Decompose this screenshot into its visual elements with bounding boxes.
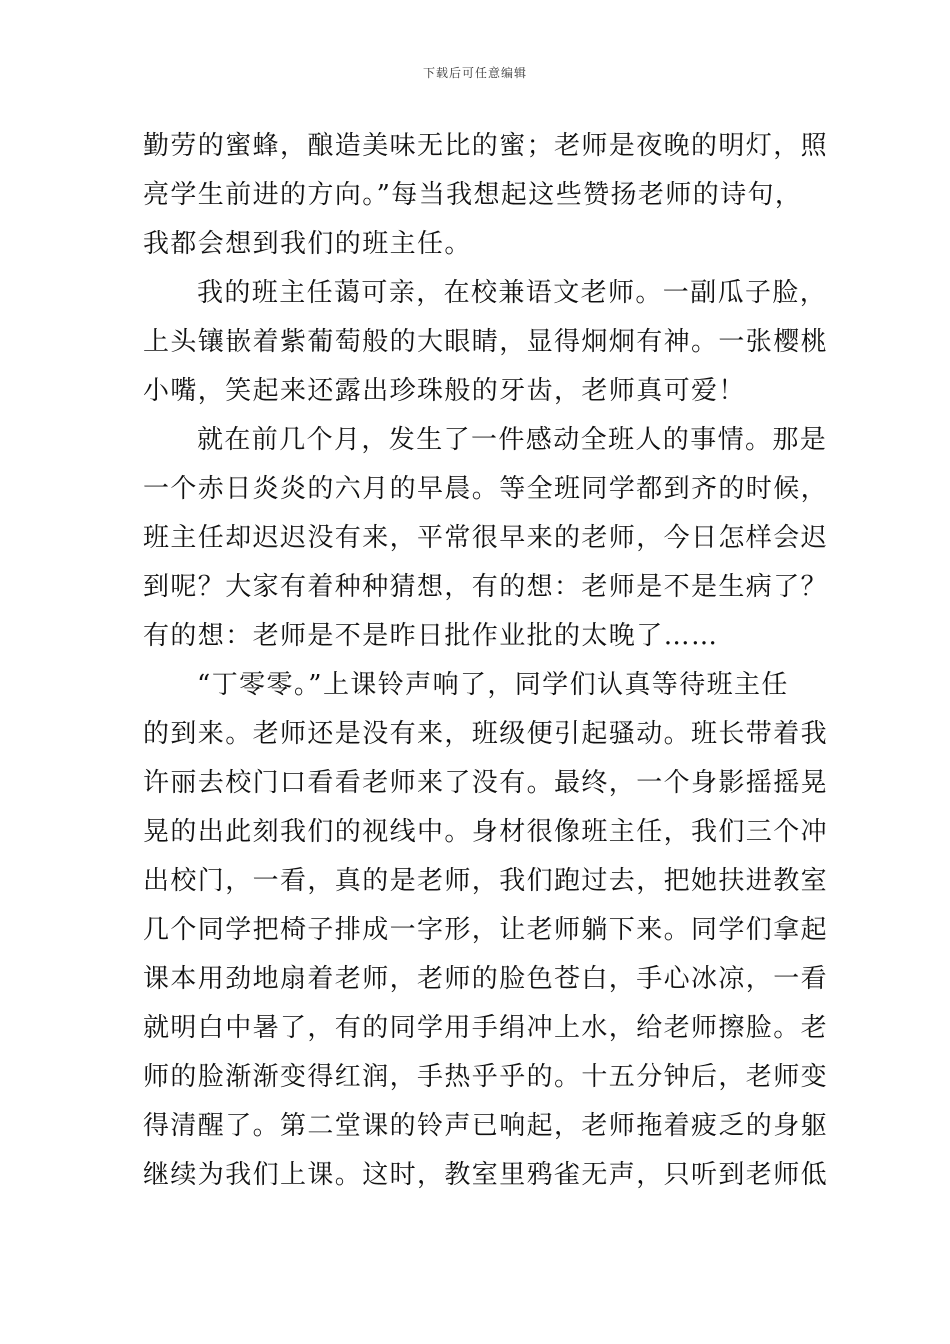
text-line: 的到来。老师还是没有来，班级便引起骚动。班长带着我 xyxy=(143,719,829,749)
text-line: 师的脸渐渐变得红润，手热乎乎的。十五分钟后，老师变 xyxy=(143,1062,829,1092)
text-line: 有的想：老师是不是昨日批作业批的太晚了…… xyxy=(143,621,719,651)
paragraph-first-line: 就在前几个月，发生了一件感动全班人的事情。那是 xyxy=(197,425,828,455)
text-line: 就明白中暑了，有的同学用手绢冲上水，给老师擦脸。老 xyxy=(143,1013,829,1043)
text-line: 继续为我们上课。这时，教室里鸦雀无声，只听到老师低 xyxy=(143,1160,829,1190)
text-line: 亮学生前进的方向。”每当我想起这些赞扬老师的诗句， xyxy=(143,180,803,210)
text-line: 上头镶嵌着紫葡萄般的大眼睛，显得炯炯有神。一张樱桃 xyxy=(143,327,829,357)
text-line: 晃的出此刻我们的视线中。身材很像班主任，我们三个冲 xyxy=(143,817,829,847)
paragraph-first-line: “丁零零。”上课铃声响了，同学们认真等待班主任 xyxy=(197,670,789,700)
text-line: 我都会想到我们的班主任。 xyxy=(143,229,472,259)
text-line: 许丽去校门口看看老师来了没有。最终，一个身影摇摇晃 xyxy=(143,768,829,798)
text-line: 勤劳的蜜蜂，酿造美味无比的蜜；老师是夜晚的明灯，照 xyxy=(143,131,829,161)
page-header: 下载后可任意编辑 xyxy=(422,66,527,80)
text-line: 到呢？大家有着种种猜想，有的想：老师是不是生病了？ xyxy=(143,572,829,602)
paragraph-first-line: 我的班主任蔼可亲，在校兼语文老师。一副瓜子脸， xyxy=(197,278,828,308)
text-line: 课本用劲地扇着老师，老师的脸色苍白，手心冰凉，一看 xyxy=(143,964,829,994)
text-line: 得清醒了。第二堂课的铃声已响起，老师拖着疲乏的身躯 xyxy=(143,1111,829,1141)
text-line: 几个同学把椅子排成一字形，让老师躺下来。同学们拿起 xyxy=(143,915,829,945)
text-line: 出校门，一看，真的是老师，我们跑过去，把她扶进教室 xyxy=(143,866,829,896)
text-line: 班主任却迟迟没有来，平常很早来的老师，今日怎样会迟 xyxy=(143,523,829,553)
text-line: 一个赤日炎炎的六月的早晨。等全班同学都到齐的时候， xyxy=(143,474,829,504)
text-line: 小嘴，笑起来还露出珍珠般的牙齿，老师真可爱！ xyxy=(143,376,746,406)
document-body xyxy=(143,122,829,1200)
